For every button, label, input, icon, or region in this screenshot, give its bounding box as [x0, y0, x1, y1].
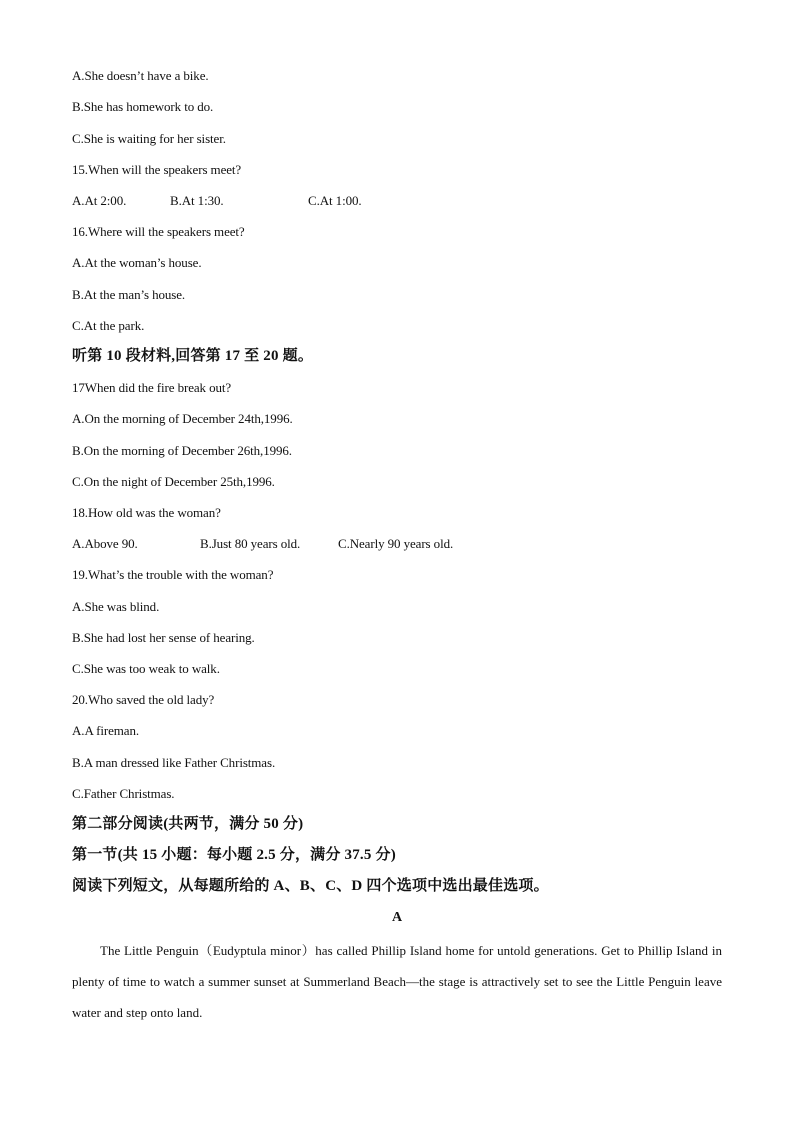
- q19-question: 19.What’s the trouble with the woman?: [72, 567, 274, 582]
- q16-question: 16.Where will the speakers meet?: [72, 224, 245, 239]
- q20-option-c: C.Father Christmas.: [72, 786, 175, 801]
- q17-option-c: C.On the night of December 25th,1996.: [72, 474, 275, 489]
- q20-question: 20.Who saved the old lady?: [72, 692, 215, 707]
- q17-question: 17When did the fire break out?: [72, 380, 232, 395]
- q18-option-c: C.Nearly 90 years old.: [338, 536, 454, 551]
- q16-option-c: C.At the park.: [72, 318, 145, 333]
- q16-option-a: A.At the woman’s house.: [72, 255, 202, 270]
- q20-option-b: B.A man dressed like Father Christmas.: [72, 755, 276, 770]
- section10-heading: 听第 10 段材料,回答第 17 至 20 题。: [72, 348, 314, 364]
- passage-letter: A: [391, 910, 402, 925]
- q15-option-a: A.At 2:00.: [72, 193, 127, 208]
- passage-paragraph: [72, 935, 722, 1028]
- q19-option-b: B.She had lost her sense of hearing.: [72, 630, 255, 645]
- q18-question: 18.How old was the woman?: [72, 505, 221, 520]
- q16-option-b: B.At the man’s house.: [72, 287, 186, 302]
- q19-option-c: C.She was too weak to walk.: [72, 661, 220, 676]
- q17-option-b: B.On the morning of December 26th,1996.: [72, 443, 292, 458]
- q15-option-b: B.At 1:30.: [170, 193, 224, 208]
- q14-option-c: C.She is waiting for her sister.: [72, 131, 226, 146]
- q18-option-a: A.Above 90.: [72, 536, 138, 551]
- q17-option-a: A.On the morning of December 24th,1996.: [72, 411, 293, 426]
- part2-heading: 第二部分阅读(共两节，满分 50 分): [72, 816, 304, 832]
- q19-option-a: A.She was blind.: [72, 599, 160, 614]
- reading-instructions: 阅读下列短文，从每题所给的 A、B、C、D 四个选项中选出最佳选项。: [72, 878, 549, 894]
- section1-heading: 第一节(共 15 小题：每小题 2.5 分，满分 37.5 分): [72, 847, 396, 863]
- q15-options: [72, 192, 362, 210]
- passage-text: The Little Penguin（Eudyptula minor）has called Phillip Island home for untold generations. Get to Phillip Island in plenty of time to watch a summer sunset at Summerland Beach—the stage is attractively set to see the Little Penguin leave water and step onto land.: [72, 943, 722, 1020]
- q15-question: 15.When will the speakers meet?: [72, 162, 242, 177]
- q18-option-b: B.Just 80 years old.: [200, 536, 301, 551]
- q14-option-b: B.She has homework to do.: [72, 99, 214, 114]
- q20-option-a: A.A fireman.: [72, 723, 140, 738]
- q14-option-a: A.She doesn’t have a bike.: [72, 68, 209, 83]
- q18-options: [72, 535, 453, 553]
- q15-option-c: C.At 1:00.: [308, 193, 362, 208]
